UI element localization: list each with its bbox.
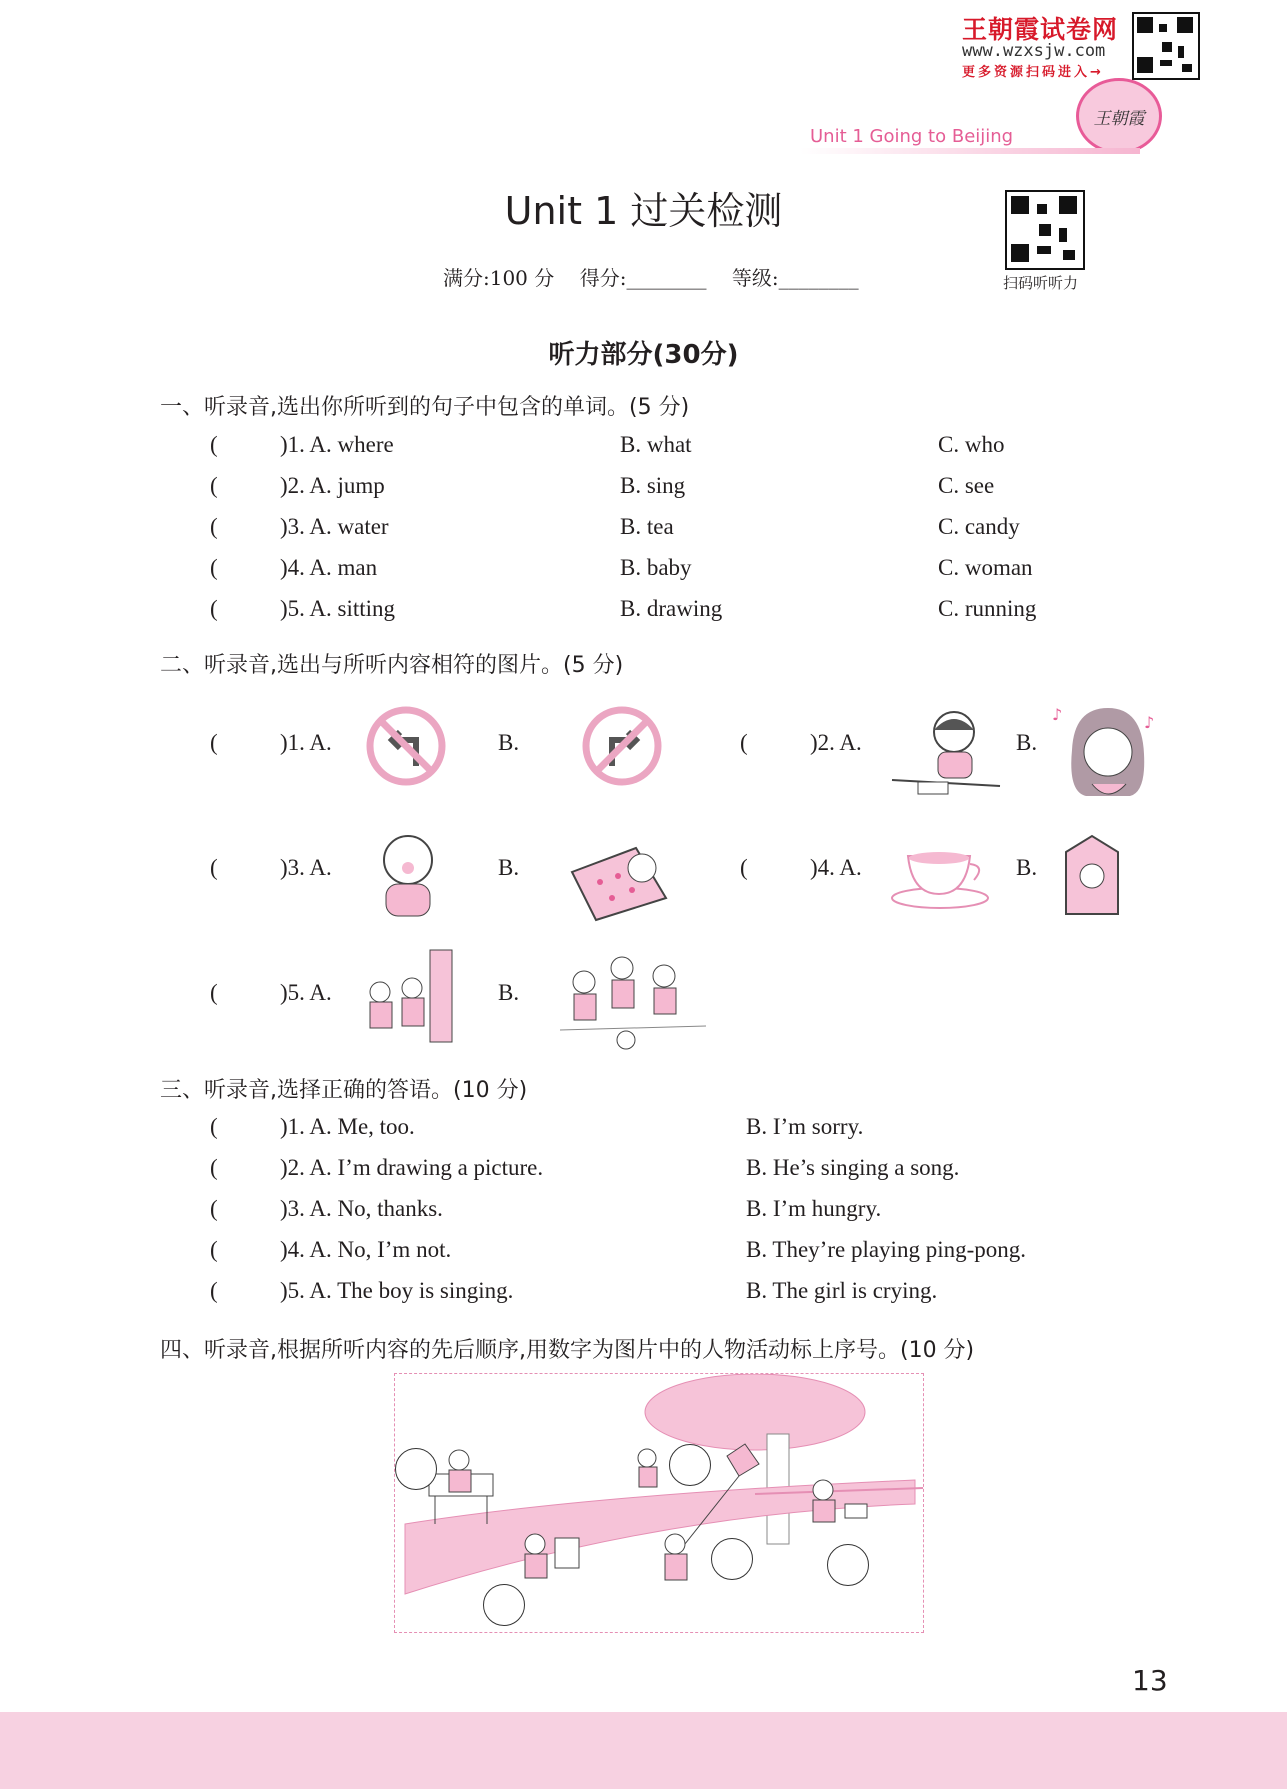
part3-heading: 三、听录音,选择正确的答语。(10 分): [160, 1078, 528, 1103]
park-scene-drawing: [395, 1374, 923, 1632]
part1-item-2-b: B. sing: [620, 473, 686, 498]
brand-more-text: 更多资源扫码进入→: [962, 65, 1104, 80]
part1-item-1-c: C. who: [938, 432, 1005, 457]
brand-url: www.wzxsjw.com: [962, 41, 1106, 61]
part3-item-2-b: B. He’s singing a song.: [746, 1155, 960, 1180]
paren[interactable]: (: [210, 730, 218, 755]
paren[interactable]: (: [210, 473, 218, 498]
part2-q3-b-label: B.: [498, 855, 520, 880]
part1-item-5-c: C. running: [938, 596, 1037, 621]
part1-item-4-c: C. woman: [938, 555, 1033, 580]
paren[interactable]: (: [210, 980, 218, 1005]
section-title: 听力部分(30分): [548, 340, 739, 370]
part1-item-2-c: C. see: [938, 473, 995, 498]
answer-bubble-singing[interactable]: [827, 1544, 869, 1586]
part1-item-2: )2. A. jump: [280, 473, 385, 498]
part1-item-4: )4. A. man: [280, 555, 378, 580]
listening-qr-code-icon[interactable]: [1005, 190, 1085, 270]
part3-item-1-b: B. I’m sorry.: [746, 1114, 864, 1139]
part3-item-5-a: )5. A. The boy is singing.: [280, 1278, 514, 1303]
grade: 等级:________: [731, 266, 859, 290]
part2-q5-b-label: B.: [498, 980, 520, 1005]
part1-item-5: )5. A. sitting: [280, 596, 396, 621]
part2-q1-label: )1. A.: [280, 730, 332, 755]
part1-item-1: )1. A. where: [280, 432, 394, 457]
paren[interactable]: (: [740, 855, 748, 880]
part2-q4-b-label: B.: [1016, 855, 1038, 880]
park-scene-picture: [394, 1373, 924, 1633]
girl-singing-picture-icon[interactable]: [1050, 700, 1160, 804]
svg-text:♪: ♪: [1144, 713, 1155, 732]
page-number: 13: [1132, 1664, 1168, 1697]
part3-item-3-a: )3. A. No, thanks.: [280, 1196, 443, 1221]
part3-item-2-a: )2. A. I’m drawing a picture.: [280, 1155, 544, 1180]
part1-heading: 一、听录音,选出你所听到的句子中包含的单词。(5 分): [160, 395, 690, 420]
answer-bubble-reading[interactable]: [395, 1448, 437, 1490]
svg-text:♪: ♪: [1052, 705, 1063, 724]
part2-q4-label: )4. A.: [810, 855, 862, 880]
juice-carton-picture-icon[interactable]: [1056, 832, 1128, 918]
part1-item-3-b: B. tea: [620, 514, 674, 539]
part3-item-5-b: B. The girl is crying.: [746, 1278, 938, 1303]
part1-item-1-b: B. what: [620, 432, 692, 457]
tea-cup-picture-icon[interactable]: [886, 840, 996, 912]
answer-bubble-drawing[interactable]: [483, 1584, 525, 1626]
paren[interactable]: (: [210, 1114, 218, 1139]
girl-writing-picture-icon[interactable]: [888, 702, 1004, 800]
paren[interactable]: (: [210, 555, 218, 580]
footer-band: [0, 1712, 1287, 1789]
got-score: 得分:________: [579, 266, 707, 290]
part4-heading: 四、听录音,根据所听内容的先后顺序,用数字为图片中的人物活动标上序号。(10 分): [160, 1338, 975, 1363]
qr-label: 扫码听听力: [1003, 274, 1079, 292]
answer-bubble-kite[interactable]: [711, 1538, 753, 1580]
paren[interactable]: (: [210, 1155, 218, 1180]
part3-item-1-a: )1. A. Me, too.: [280, 1114, 415, 1139]
unit-tab-label: Unit 1 Going to Beijing: [810, 126, 1014, 147]
paren[interactable]: (: [210, 596, 218, 621]
part1-item-3-c: C. candy: [938, 514, 1020, 539]
part3-item-4-a: )4. A. No, I’m not.: [280, 1237, 452, 1262]
brand-seal-logo: 王朝霞: [1076, 78, 1162, 154]
paren[interactable]: (: [210, 1237, 218, 1262]
part2-q3-label: )3. A.: [280, 855, 332, 880]
unit-tab-underline: [800, 148, 1140, 154]
paren[interactable]: (: [210, 514, 218, 539]
paren[interactable]: (: [210, 855, 218, 880]
no-right-turn-sign-icon[interactable]: [580, 704, 664, 788]
part2-q2-b-label: B.: [1016, 730, 1038, 755]
answer-bubble-running[interactable]: [669, 1444, 711, 1486]
part1-item-4-b: B. baby: [620, 555, 692, 580]
part3-item-3-b: B. I’m hungry.: [746, 1196, 882, 1221]
full-score: 满分:100 分: [443, 266, 555, 290]
boys-playing-basketball-picture-icon[interactable]: [350, 944, 468, 1052]
baby-picture-icon[interactable]: [370, 832, 446, 922]
brand-name: 王朝霞试卷网: [962, 15, 1119, 44]
part1-item-5-b: B. drawing: [620, 596, 723, 621]
part2-q5-label: )5. A.: [280, 980, 332, 1005]
header-qr-code-icon[interactable]: [1132, 12, 1200, 80]
paren[interactable]: (: [740, 730, 748, 755]
score-line: [443, 262, 859, 291]
part2-q1-b-label: B.: [498, 730, 520, 755]
part2-q2-label: )2. A.: [810, 730, 862, 755]
paren[interactable]: (: [210, 1278, 218, 1303]
no-left-turn-sign-icon[interactable]: [364, 704, 448, 788]
part2-heading: 二、听录音,选出与所听内容相符的图片。(5 分): [160, 653, 624, 678]
boys-playing-football-picture-icon[interactable]: [560, 946, 708, 1054]
paren[interactable]: (: [210, 432, 218, 457]
candy-bag-picture-icon[interactable]: [566, 832, 676, 924]
paren[interactable]: (: [210, 1196, 218, 1221]
part1-item-3: )3. A. water: [280, 514, 389, 539]
part3-item-4-b: B. They’re playing ping-pong.: [746, 1237, 1026, 1262]
page-title: Unit 1 过关检测: [504, 189, 783, 233]
